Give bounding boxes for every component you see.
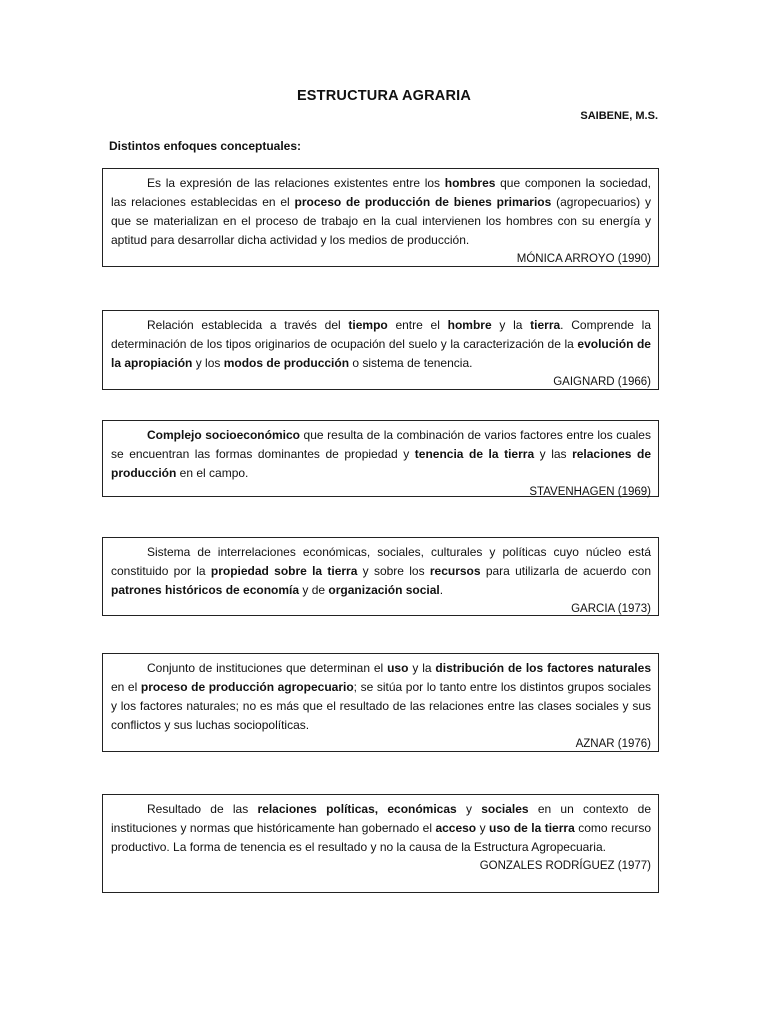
highlight-term: relaciones de producción <box>111 447 651 480</box>
highlight-term: proceso de producción de bienes primarios <box>294 195 552 209</box>
highlight-term: organización social <box>328 583 440 597</box>
highlight-term: distribución de los factores naturales <box>435 661 651 675</box>
definition-box-garcia <box>102 537 659 616</box>
document-title: ESTRUCTURA AGRARIA <box>296 88 472 104</box>
definition-source: GAIGNARD (1966) <box>553 376 651 388</box>
definition-source: GONZALES RODRÍGUEZ (1977) <box>479 860 651 872</box>
text-span: Sistema de interrelaciones económicas, sociales, culturales y políticas cuyo núcleo está constituido por la <box>111 545 651 578</box>
text-span: Resultado de las <box>147 802 258 816</box>
text-span: para utilizarla de acuerdo con <box>480 564 652 578</box>
definition-text <box>111 543 651 600</box>
definition-source: MÓNICA ARROYO (1990) <box>516 253 651 265</box>
highlight-term: hombres <box>444 176 496 190</box>
highlight-term: relaciones políticas, económicas <box>257 802 457 816</box>
definition-box-gaignard <box>102 310 659 390</box>
text-span: ; se sitúa por lo tanto entre los distintos grupos sociales y los factores naturales; no es más que el resultado de las relaciones entre las clases sociales y sus conflictos y sus luchas sociopolíticas. <box>111 680 651 732</box>
definition-source: AZNAR (1976) <box>575 738 651 750</box>
section-subtitle: Distintos enfoques conceptuales: <box>109 139 302 153</box>
text-span: entre el <box>387 318 448 332</box>
highlight-term: recursos <box>429 564 481 578</box>
text-span: Es la expresión de las relaciones existentes entre los <box>147 176 445 190</box>
text-span: y sobre los <box>357 564 430 578</box>
text-span: y las <box>534 447 573 461</box>
text-span: o sistema de tenencia. <box>349 356 473 370</box>
text-span: que resulta de la combinación de varios factores entre los cuales se encuentran las formas dominantes de propiedad y <box>111 428 651 461</box>
definition-text <box>111 659 651 735</box>
definition-text <box>111 800 651 857</box>
highlight-term: evolución de la apropiación <box>111 337 651 370</box>
text-span: Relación establecida a través del <box>147 318 349 332</box>
highlight-term: tenencia de la tierra <box>414 447 535 461</box>
highlight-term: propiedad sobre la tierra <box>210 564 358 578</box>
definition-text <box>111 426 651 483</box>
text-span: y de <box>299 583 329 597</box>
text-span: y <box>476 821 490 835</box>
definition-source: GARCIA (1973) <box>571 603 651 615</box>
text-span: Conjunto de instituciones que determinan el <box>147 661 388 675</box>
text-span: (agropecuarios) y que se materializan en el proceso de trabajo en la cual intervienen los hombres con su energía y aptitud para desarrollar dicha actividad y los medios de producción. <box>111 195 651 247</box>
text-span: y <box>456 802 482 816</box>
highlight-term: sociales <box>481 802 529 816</box>
definition-source: STAVENHAGEN (1969) <box>529 486 651 498</box>
text-span: en el <box>111 680 141 694</box>
definition-box-stavenhagen <box>102 420 659 497</box>
definition-box-aznar <box>102 653 659 752</box>
highlight-term: uso de la tierra <box>489 821 575 835</box>
highlight-term: uso <box>387 661 409 675</box>
highlight-term: modos de producción <box>223 356 350 370</box>
highlight-term: tiempo <box>348 318 388 332</box>
highlight-term: hombre <box>447 318 492 332</box>
text-span: . Comprende la determinación de los tipos originarios de ocupación del suelo y la caracterización de la <box>111 318 651 351</box>
text-span: como recurso productivo. La forma de tenencia es el resultado y no la causa de la Estructura Agropecuaria. <box>111 821 652 854</box>
highlight-term: tierra <box>530 318 561 332</box>
text-span: y la <box>408 661 436 675</box>
definition-box-gonzales <box>102 794 659 893</box>
text-span: . <box>439 583 444 597</box>
text-span: en el campo. <box>176 466 249 480</box>
text-span: y la <box>491 318 531 332</box>
highlight-term: patrones históricos de economía <box>111 583 300 597</box>
document-author: SAIBENE, M.S. <box>580 110 658 122</box>
highlight-term: proceso de producción agropecuario <box>140 680 354 694</box>
highlight-term: Complejo socioeconómico <box>147 428 300 442</box>
text-span: en un contexto de instituciones y normas que históricamente han gobernado el <box>111 802 651 835</box>
definition-text <box>111 174 651 250</box>
definition-text <box>111 316 651 373</box>
text-span: y los <box>192 356 224 370</box>
text-span: que componen la sociedad, las relaciones establecidas en el <box>111 176 651 209</box>
definition-box-arroyo <box>102 168 659 267</box>
highlight-term: acceso <box>435 821 477 835</box>
